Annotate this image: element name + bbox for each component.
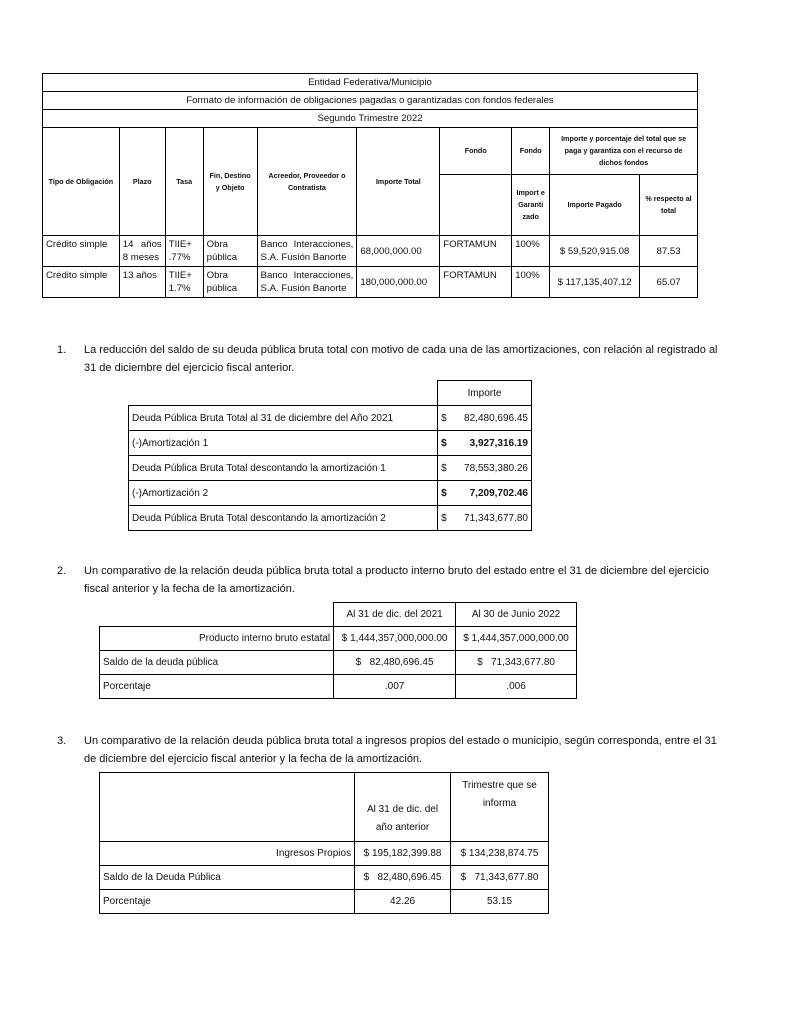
cell-garantizado: 100%: [512, 236, 550, 267]
col-tasa: Tasa: [165, 128, 203, 236]
col-quarter: Trimestre que se informa: [451, 773, 549, 842]
col-importe-total: Importe Total: [357, 128, 440, 236]
table-row: [43, 236, 698, 267]
table-row: [100, 866, 549, 890]
col-fin: Fin, Destino y Objeto: [203, 128, 257, 236]
cell-tasa: TIIE+ 1.7%: [165, 267, 203, 298]
col-tipo: Tipo de Obligación: [43, 128, 120, 236]
cell-pct: 65.07: [640, 267, 698, 298]
col-importe: Importe: [438, 381, 532, 406]
cell-tipo: Crédito simple: [43, 236, 120, 267]
cell-fin: Obra pública: [203, 267, 257, 298]
row-label: (-)Amortización 1: [129, 431, 438, 456]
row-label: (-)Amortización 2: [129, 481, 438, 506]
row-value: 82,480,696.45: [464, 412, 528, 424]
col-acreedor: Acreedor, Proveedor o Contratista: [257, 128, 357, 236]
row-label: Porcentaje: [100, 890, 355, 914]
table-row: [129, 506, 532, 531]
row-value: $ 82,480,696.45: [334, 651, 456, 675]
row-value: $ 195,182,399.88: [355, 842, 451, 866]
row-value: 3,927,316.19: [469, 437, 528, 449]
table-row: [129, 431, 532, 456]
table-row: [43, 267, 698, 298]
row-label: Porcentaje: [100, 675, 334, 699]
cell-pct: 87.53: [640, 236, 698, 267]
table-row: [100, 675, 577, 699]
cell-plazo: 13 años: [119, 267, 165, 298]
table-row: [100, 890, 549, 914]
cell-fondo: FORTAMUN: [440, 267, 512, 298]
table-row: [100, 651, 577, 675]
row-value: 42.26: [355, 890, 451, 914]
cell-plazo: 14 años 8 meses: [119, 236, 165, 267]
col-fondo-2: Fondo: [512, 128, 550, 175]
section-3-line2: de diciembre del ejercicio fiscal anterior y la fecha de la amortización.: [84, 753, 423, 765]
row-value: .007: [334, 675, 456, 699]
table-row: [129, 406, 532, 431]
currency-symbol: $: [441, 487, 447, 499]
col-fondo-empty: [440, 175, 512, 236]
row-label: Producto interno bruto estatal: [100, 627, 334, 651]
row-value: 7,209,702.46: [469, 487, 528, 499]
cell-fondo: FORTAMUN: [440, 236, 512, 267]
col-2021: Al 31 de dic. del 2021: [334, 603, 456, 627]
col-importe-garantizado: Import e Garanti zado: [512, 175, 550, 236]
row-value: $ 1,444,357,000,000.00: [334, 627, 456, 651]
col-plazo: Plazo: [119, 128, 165, 236]
obligations-table: [42, 73, 698, 298]
blank-cell: [129, 381, 438, 406]
col-2022: Al 30 de Junio 2022: [456, 603, 577, 627]
section-1-number: 1.: [57, 344, 67, 356]
section-1-line2: 31 de diciembre del ejercicio fiscal anterior.: [84, 362, 295, 374]
currency-symbol: $: [441, 412, 447, 424]
blank-cell: [100, 603, 334, 627]
table-row: [129, 456, 532, 481]
header-entity: Entidad Federativa/Municipio: [43, 74, 698, 92]
amortization-table: [128, 380, 532, 531]
col-prev-year: Al 31 de dic. del año anterior: [355, 773, 451, 842]
cell-tasa: TIIE+ .77%: [165, 236, 203, 267]
currency-symbol: $: [441, 512, 447, 524]
cell-pagado: $ 117,135,407.12: [550, 267, 640, 298]
row-value: $ 71,343,677.80: [456, 651, 577, 675]
col-group-porcentaje: Importe y porcentaje del total que se paga y garantiza con el recurso de dichos fondos: [550, 128, 698, 175]
row-value: 78,553,380.26: [464, 462, 528, 474]
row-value: $ 71,343,677.80: [451, 866, 549, 890]
col-fondo: Fondo: [440, 128, 512, 175]
section-1-line1: La reducción del saldo de su deuda pública bruta total con motivo de cada una de las amortizaciones, con relación al registrado al: [84, 344, 718, 356]
cell-importe: 68,000,000.00: [357, 236, 440, 267]
row-value: .006: [456, 675, 577, 699]
row-label: Deuda Pública Bruta Total descontando la amortización 2: [129, 506, 438, 531]
row-label: Saldo de la deuda pública: [100, 651, 334, 675]
cell-tipo: Crédito simple: [43, 267, 120, 298]
ingresos-comparison-table: [99, 772, 549, 914]
header-quarter: Segundo Trimestre 2022: [43, 110, 698, 128]
section-2-number: 2.: [57, 565, 67, 577]
row-label: Deuda Pública Bruta Total al 31 de diciembre del Año 2021: [129, 406, 438, 431]
header-format: Formato de información de obligaciones pagadas o garantizadas con fondos federales: [43, 92, 698, 110]
row-label: Saldo de la Deuda Pública: [100, 866, 355, 890]
section-2-line2: fiscal anterior y la fecha de la amortización.: [84, 583, 295, 595]
pib-comparison-table: [99, 602, 577, 699]
row-value: 53.15: [451, 890, 549, 914]
cell-garantizado: 100%: [512, 267, 550, 298]
blank-cell: [100, 773, 355, 842]
currency-symbol: $: [441, 462, 447, 474]
cell-acreedor: Banco Interacciones, S.A. Fusión Banorte: [257, 267, 357, 298]
row-value: 71,343,677.80: [464, 512, 528, 524]
cell-pagado: $ 59,520,915.08: [550, 236, 640, 267]
section-3-line1: Un comparativo de la relación deuda pública bruta total a ingresos propios del estado o municipio, según corresponda, entre el 31: [84, 735, 717, 747]
row-label: Ingresos Propios: [100, 842, 355, 866]
section-2-line1: Un comparativo de la relación deuda pública bruta total a producto interno bruto del estado entre el 31 de diciembre del ejercicio: [84, 565, 709, 577]
currency-symbol: $: [441, 437, 447, 449]
cell-importe: 180,000,000.00: [357, 267, 440, 298]
table-row: [100, 842, 549, 866]
table-row: [100, 627, 577, 651]
table-row: [129, 481, 532, 506]
section-3-number: 3.: [57, 735, 67, 747]
col-pct-total: % respecto al total: [640, 175, 698, 236]
col-importe-pagado: Importe Pagado: [550, 175, 640, 236]
row-value: $ 134,238,874.75: [451, 842, 549, 866]
row-value: $ 82,480,696.45: [355, 866, 451, 890]
cell-acreedor: Banco Interacciones, S.A. Fusión Banorte: [257, 236, 357, 267]
cell-fin: Obra pública: [203, 236, 257, 267]
row-value: $ 1,444,357,000,000.00: [456, 627, 577, 651]
row-label: Deuda Pública Bruta Total descontando la amortización 1: [129, 456, 438, 481]
